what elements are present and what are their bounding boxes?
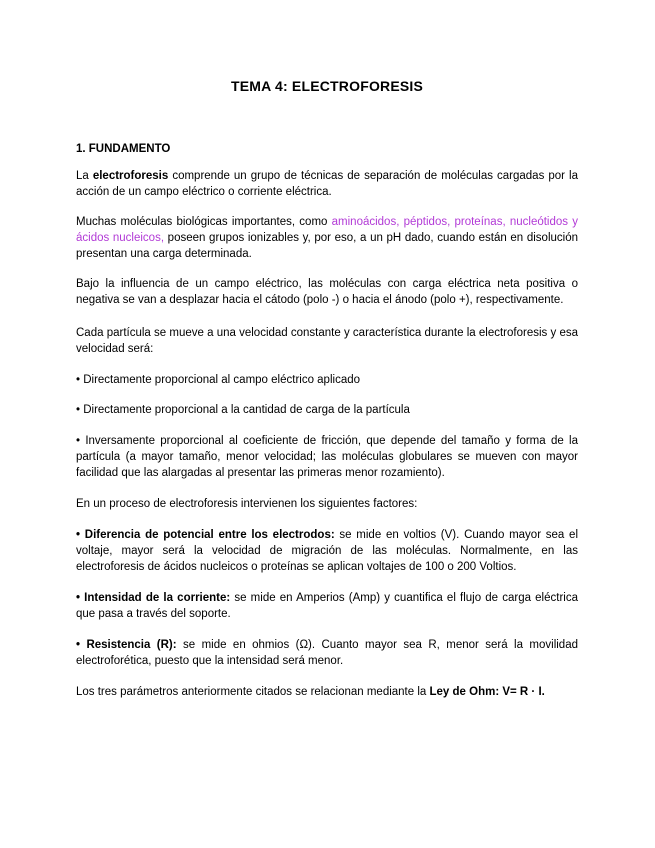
- paragraph-factors-intro: En un proceso de electroforesis intervienen los siguientes factores:: [76, 498, 418, 510]
- paragraph-intro-pre: La: [76, 170, 93, 182]
- factor-item-resistance: [76, 637, 578, 669]
- bullet-item: • Directamente proporcional a la cantidad de carga de la partícula: [76, 404, 410, 416]
- factor-item-potential-text: se mide en voltios (V). Cuando mayor sea el voltaje, mayor será la velocidad de migración de las moléculas. Normalmente, en las electroforesis de ácidos nucleicos o proteínas se aplican voltajes de 100 o 200 Voltios.: [76, 529, 578, 573]
- paragraph-migration: Bajo la influencia de un campo eléctrico, las moléculas con carga eléctrica neta positiva o negativa se van a desplazar hacia el cátodo (polo -) o hacia el ánodo (polo +), respectivamente.: [76, 278, 578, 306]
- page-title: TEMA 4: ELECTROFORESIS: [230, 78, 424, 94]
- bullet-item: • Directamente proporcional al campo eléctrico aplicado: [76, 374, 361, 386]
- paragraph-biomolecules-pre: Muchas moléculas biológicas importantes, como: [76, 216, 332, 228]
- paragraph-intro: [76, 168, 578, 200]
- section-heading: 1. FUNDAMENTO: [76, 143, 171, 155]
- paragraph-intro-term: electroforesis: [92, 170, 169, 182]
- factor-item-current-label: • Intensidad de la corriente:: [76, 592, 231, 604]
- ohm-law-formula: Ley de Ohm: V= R · I.: [429, 686, 545, 698]
- factor-item-potential: [76, 527, 578, 575]
- factor-item-current: [76, 590, 578, 622]
- paragraph-ohm-law: [76, 684, 578, 700]
- paragraph-ohm-law-pre: Los tres parámetros anteriormente citados se relacionan mediante la: [76, 686, 430, 698]
- factor-item-resistance-text: se mide en ohmios (Ω). Cuanto mayor sea R, menor será la movilidad electroforética, puesto que la intensidad será menor.: [76, 639, 578, 667]
- factor-item-current-text: se mide en Amperios (Amp) y cuantifica el flujo de carga eléctrica que pasa a través del soporte.: [76, 592, 578, 620]
- paragraph-velocity: Cada partícula se mueve a una velocidad constante y característica durante la electroforesis y esa velocidad será:: [76, 327, 578, 355]
- paragraph-intro-post: comprende un grupo de técnicas de separación de moléculas cargadas por la acción de un campo eléctrico o corriente eléctrica.: [76, 170, 578, 198]
- factor-item-resistance-label: • Resistencia (R):: [76, 639, 177, 651]
- highlighted-biomolecules: aminoácidos, péptidos, proteínas, nucleótidos y ácidos nucleicos,: [76, 216, 578, 244]
- paragraph-biomolecules: [76, 214, 578, 262]
- bullet-item: • Inversamente proporcional al coeficiente de fricción, que depende del tamaño y forma de la partícula (a mayor tamaño, menor velocidad; las moléculas globulares se mueven con mayor facilidad que las alargadas al presentar las primeras menor rozamiento).: [76, 435, 578, 479]
- factor-item-potential-label: • Diferencia de potencial entre los electrodos:: [76, 529, 335, 541]
- paragraph-biomolecules-post: poseen grupos ionizables y, por eso, a un pH dado, cuando están en disolución presentan una carga determinada.: [76, 232, 578, 260]
